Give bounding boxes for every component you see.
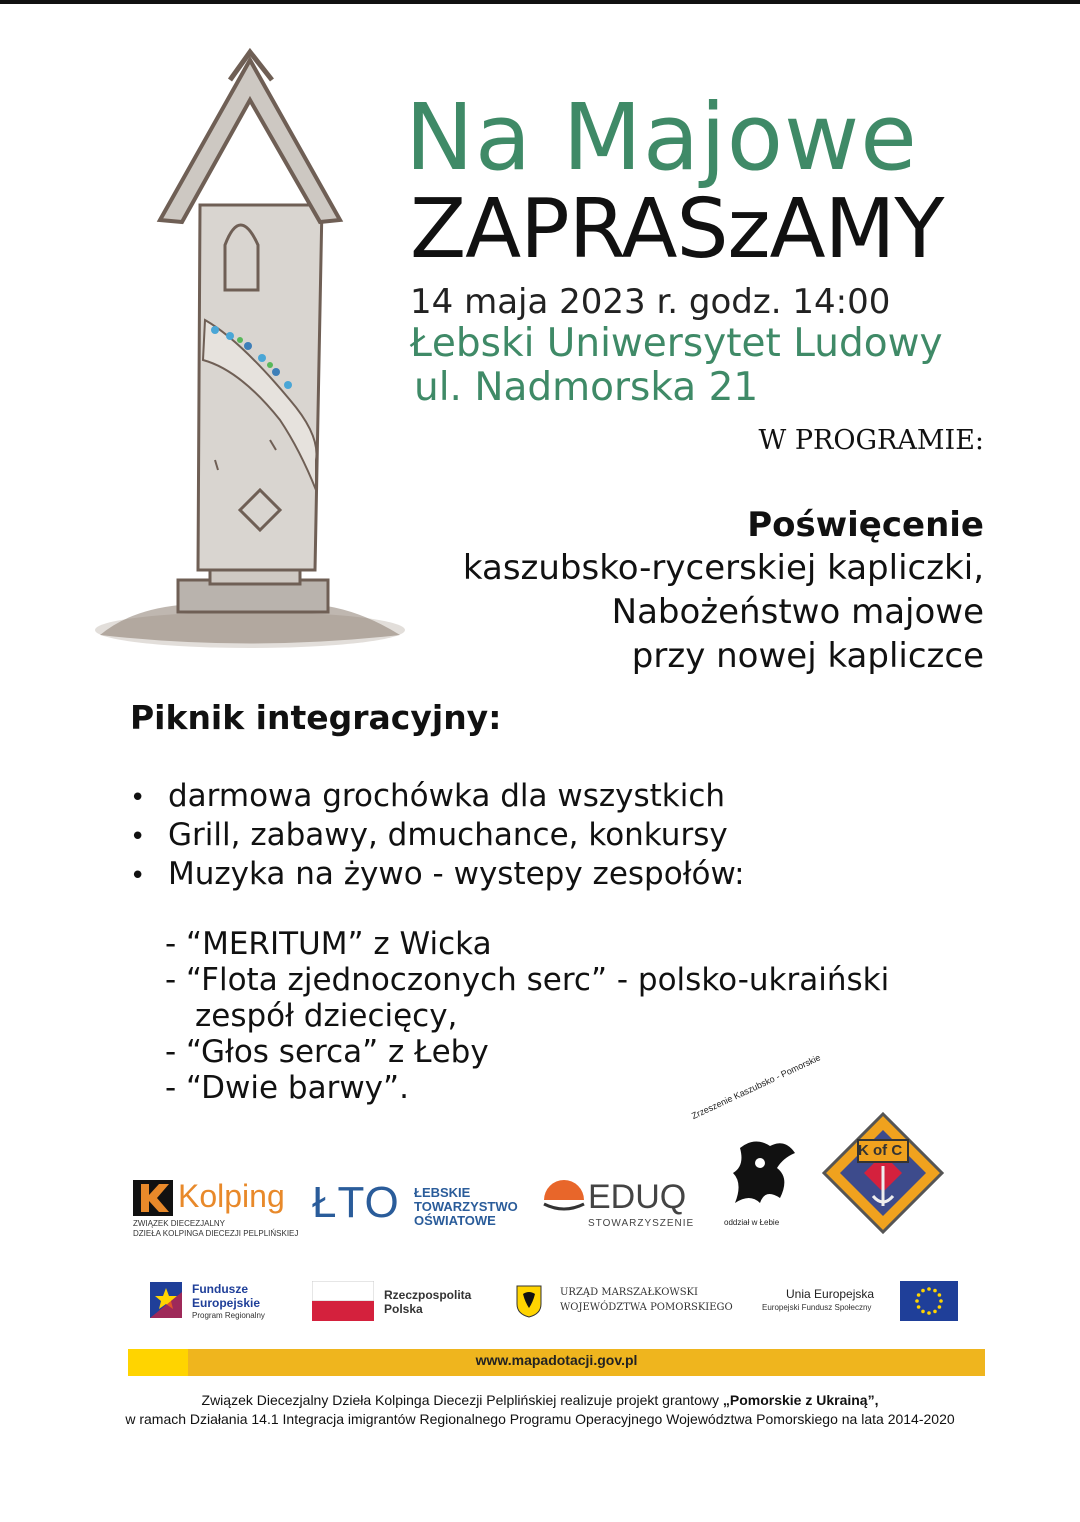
- lto-text2: TOWARZYSTWO: [414, 1199, 518, 1214]
- programme-line4: przy nowej kapliczce: [631, 636, 984, 676]
- lto-text1: ŁEBSKIE: [414, 1185, 471, 1200]
- picnic-heading: Piknik integracyjny:: [130, 698, 502, 737]
- programme-line2: kaszubsko-rycerskiej kapliczki,: [462, 548, 984, 588]
- bullet-icon: •: [130, 861, 146, 891]
- list-item: • darmowa grochówka dla wszystkich: [130, 778, 745, 817]
- eduq-name: EDUQ: [588, 1178, 687, 1216]
- fe-line1: Fundusze: [192, 1282, 248, 1296]
- zkp-bottom-text: oddział w Łebie: [724, 1218, 780, 1227]
- footer-line2: w ramach Działania 14.1 Integracja imigrantów Regionalnego Programu Operacyjnego Województwa Pomorskiego na lata 2014-2020: [125, 1411, 955, 1427]
- band-item: zespół dziecięcy,: [195, 998, 458, 1034]
- rp-line1: Rzeczpospolita: [384, 1288, 472, 1302]
- kolping-sub2: DZIEŁA KOLPINGA DIECEZJI PELPLIŃSKIEJ: [133, 1229, 299, 1238]
- lto-text3: OŚWIATOWE: [414, 1213, 496, 1228]
- title-line1: Na Majowe: [405, 84, 918, 191]
- kofc-emblem-icon: [820, 1110, 946, 1236]
- website-link[interactable]: www.mapadotacji.gov.pl: [475, 1352, 638, 1368]
- lto-mark: ŁTO: [312, 1178, 400, 1227]
- top-border: [0, 0, 1080, 4]
- ue-line2: Europejski Fundusz Społeczny: [762, 1303, 872, 1312]
- kolping-k-icon: [133, 1180, 173, 1216]
- um-line2: WOJEWÓDZTWA POMORSKIEGO: [560, 1302, 733, 1313]
- band-item: - “MERITUM” z Wicka: [165, 926, 492, 962]
- zkp-ring-text: Zrzeszenie Kaszubsko - Pomorskie: [690, 1052, 823, 1122]
- footer-line1: Związek Diecezjalny Dzieła Kolpinga Diecezji Pelplińskiej realizuje projekt grantowy „Pomorskie z Ukrainą”,: [201, 1392, 879, 1408]
- bullet-icon: •: [130, 783, 146, 813]
- title-line2: ZAPRASzAMY: [410, 182, 944, 277]
- programme-line3: Nabożeństwo majowe: [611, 592, 984, 632]
- list-item: • Grill, zabawy, dmuchance, konkursy: [130, 817, 745, 856]
- kofc-text: K of C: [858, 1142, 903, 1159]
- kolping-name: Kolping: [178, 1178, 285, 1214]
- list-item: • Muzyka na żywo - wystepy zespołów:: [130, 856, 745, 895]
- url-bar: [128, 1349, 985, 1376]
- fe-line3: Program Regionalny: [192, 1311, 265, 1320]
- picnic-list: [130, 778, 745, 895]
- shrine-drawing: [90, 40, 410, 660]
- rp-line2: Polska: [384, 1302, 423, 1316]
- kolping-sub1: ZWIĄZEK DIECEZJALNY: [133, 1219, 226, 1228]
- fe-line2: Europejskie: [192, 1296, 261, 1310]
- band-item: - “Dwie barwy”.: [165, 1070, 409, 1106]
- programme-heading: W PROGRAMIE:: [758, 425, 984, 456]
- band-item: - “Flota zjednoczonych serc” - polsko-ukraiński: [165, 962, 890, 998]
- pomorskie-griffin-icon: [515, 1284, 543, 1318]
- event-address: ul. Nadmorska 21: [414, 365, 759, 410]
- um-line1: URZĄD MARSZAŁKOWSKI: [560, 1287, 698, 1298]
- event-date-time: 14 maja 2023 r. godz. 14:00: [410, 282, 891, 322]
- eu-flag-icon: [900, 1281, 958, 1321]
- eduq-sun-icon: [542, 1180, 586, 1216]
- band-item: - “Głos serca” z Łeby: [165, 1034, 489, 1070]
- event-venue: Łebski Uniwersytet Ludowy: [410, 321, 943, 366]
- programme-line1: Poświęcenie: [747, 505, 984, 545]
- ue-line1: Unia Europejska: [786, 1287, 875, 1301]
- bullet-icon: •: [130, 822, 146, 852]
- fe-star-icon: [150, 1282, 182, 1318]
- polish-flag-icon: [312, 1281, 374, 1321]
- eduq-sub: STOWARZYSZENIE: [588, 1218, 695, 1229]
